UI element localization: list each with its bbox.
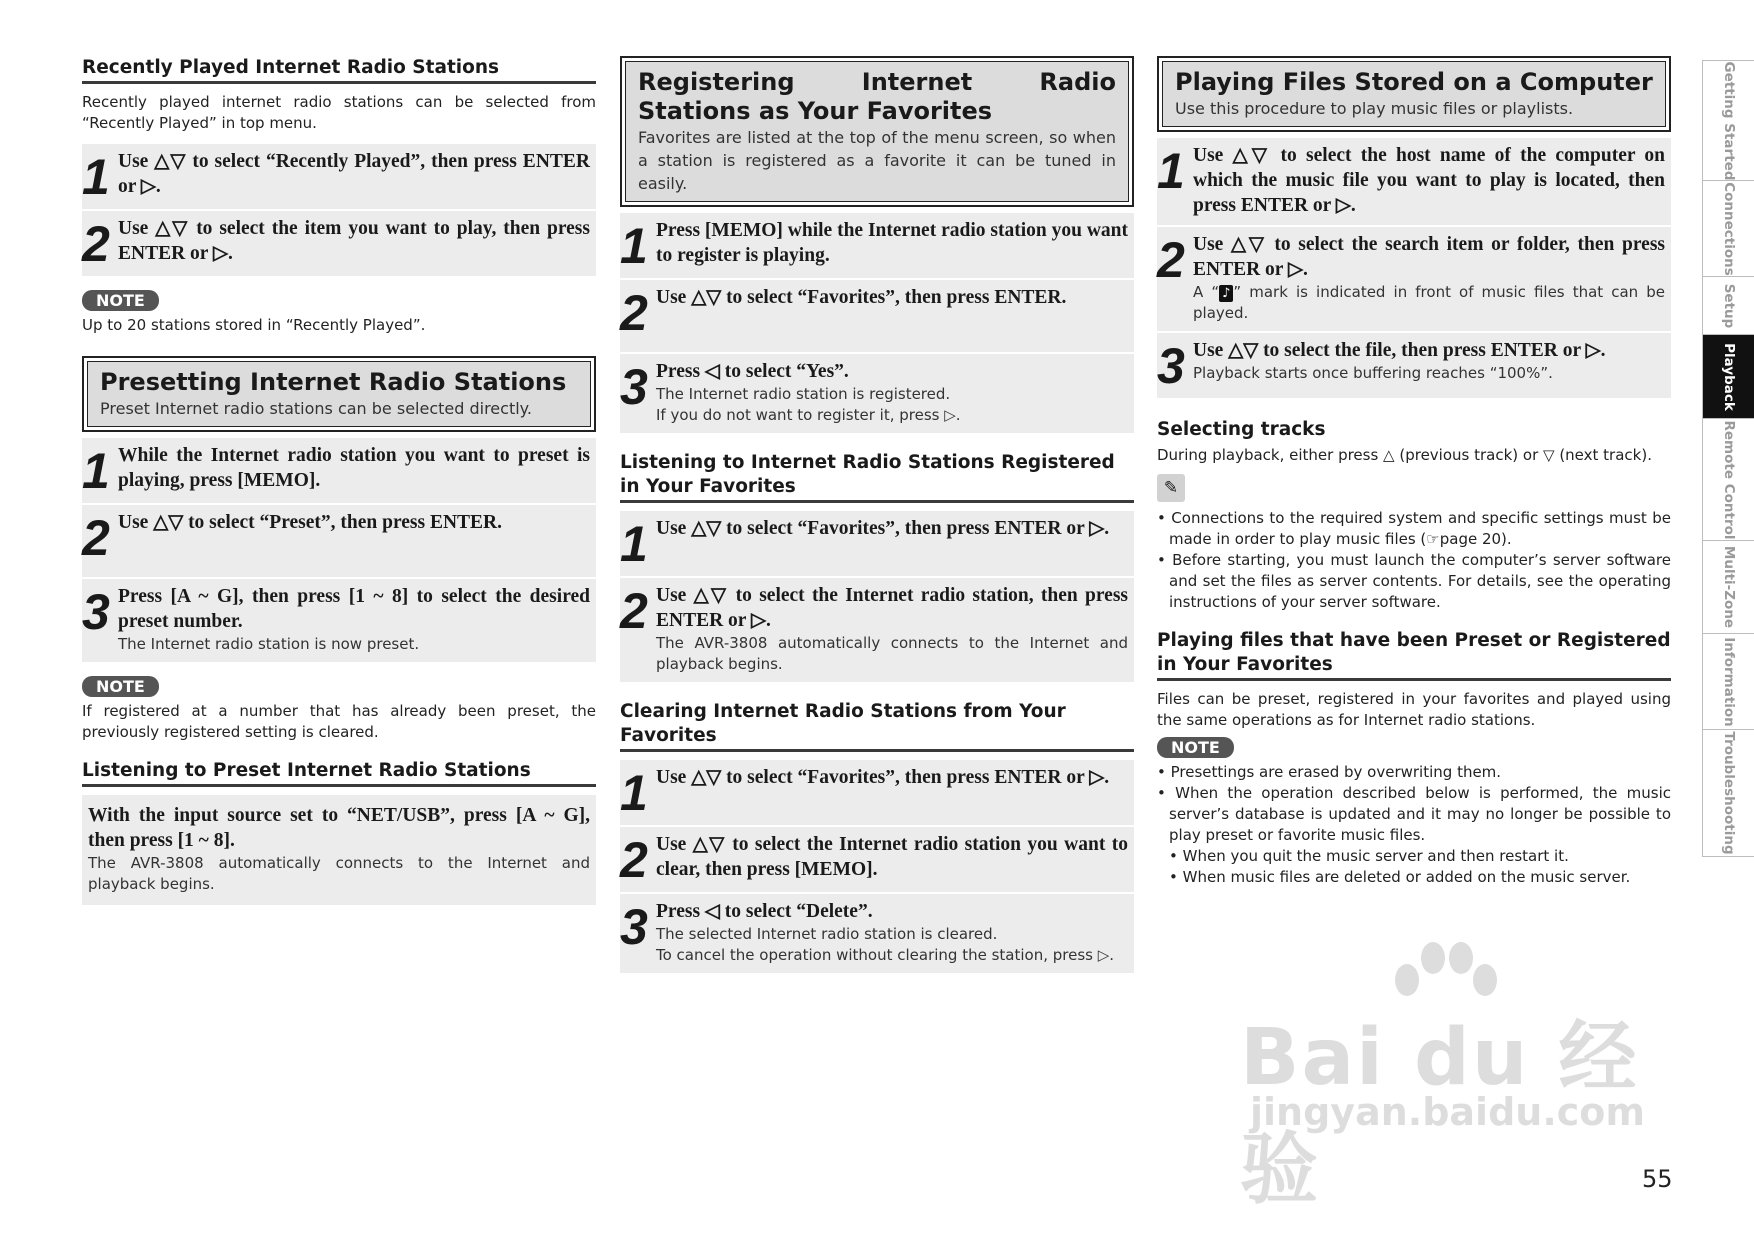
step-number: 2 — [82, 216, 108, 272]
page-number: 55 — [1642, 1165, 1673, 1193]
preset-files-heading: Playing files that have been Preset or Registered in Your Favorites — [1157, 629, 1671, 681]
tab-remote-control[interactable]: Remote Control — [1702, 418, 1754, 540]
step-number: 1 — [1157, 143, 1183, 199]
step-instruction: Use △▽ to select the Internet radio station you want to clear, then press [MEMO]. — [656, 834, 1128, 880]
step-detail-2: If you do not want to register it, press ▷. — [656, 406, 961, 424]
column-3 — [1157, 56, 1671, 888]
play-files-desc: Use this procedure to play music files or playlists. — [1175, 99, 1574, 118]
listen-fav-heading: Listening to Internet Radio Stations Registered in Your Favorites — [620, 451, 1134, 503]
step-number: 1 — [82, 443, 108, 499]
listen-fav-step-1 — [620, 511, 1134, 578]
step-detail: The selected Internet radio station is cleared. — [656, 925, 998, 943]
tab-getting-started[interactable]: Getting Started — [1702, 60, 1754, 180]
column-2 — [620, 56, 1134, 975]
recent-step-1 — [82, 144, 596, 211]
step-number: 2 — [620, 832, 646, 888]
clear-fav-heading: Clearing Internet Radio Stations from Your Favorites — [620, 700, 1134, 752]
step-detail: Playback starts once buffering reaches “100%”. — [1193, 364, 1553, 382]
selecting-tracks-desc: During playback, either press △ (previous track) or ▽ (next track). — [1157, 446, 1652, 464]
music-note-icon: ♪ — [1219, 285, 1233, 302]
step-instruction: Press [A ~ G], then press [1 ~ 8] to select the desired preset number. — [118, 586, 590, 632]
preset-files-desc: Files can be preset, registered in your favorites and played using the same operations as for Internet radio stations. — [1157, 690, 1671, 729]
column-1 — [82, 56, 596, 905]
recent-note-text: Up to 20 stations stored in “Recently Played”. — [82, 316, 426, 334]
step-instruction: Use △▽ to select “Favorites”, then press ENTER or ▷. — [656, 767, 1110, 788]
register-section-box — [620, 56, 1134, 207]
preset-files-bullet-2: • When the operation described below is performed, the music server’s database is updated and it may no longer be possible to play preset or favorite music files. — [1157, 784, 1671, 844]
listen-preset-heading: Listening to Preset Internet Radio Stations — [82, 759, 596, 787]
preset-files-subbullet-2: • When music files are deleted or added on the music server. — [1169, 868, 1631, 886]
clear-fav-step-2 — [620, 827, 1134, 894]
register-step-1 — [620, 213, 1134, 280]
listen-fav-step-2 — [620, 578, 1134, 684]
step-number: 1 — [82, 149, 108, 205]
preset-note-text: If registered at a number that has already been preset, the previously registered setting is cleared. — [82, 702, 596, 741]
step-number: 2 — [620, 285, 646, 341]
mark-note-after: ” mark is indicated in front of music files that can be played. — [1193, 283, 1665, 322]
clear-fav-step-1 — [620, 760, 1134, 827]
selecting-bullet-1: • Connections to the required system and specific settings must be made in order to play music files (☞page 20). — [1157, 509, 1671, 548]
music-mark-note — [1193, 282, 1665, 324]
step-number: 1 — [620, 516, 646, 572]
presetting-section-box — [82, 356, 596, 432]
step-detail: The Internet radio station is registered. — [656, 385, 951, 403]
register-step-2 — [620, 280, 1134, 354]
play-files-step-2 — [1157, 227, 1671, 333]
play-files-step-1 — [1157, 138, 1671, 227]
watermark-line-2: jingyan.baidu.com — [1250, 1090, 1645, 1134]
step-number: 1 — [620, 765, 646, 821]
tab-troubleshooting[interactable]: Troubleshooting — [1702, 729, 1754, 857]
preset-step-2 — [82, 505, 596, 579]
listen-preset-step — [82, 795, 596, 905]
presetting-desc: Preset Internet radio stations can be selected directly. — [100, 399, 532, 418]
step-instruction: While the Internet radio station you want to preset is playing, press [MEMO]. — [118, 445, 590, 491]
step-instruction: Use △▽ to select “Favorites”, then press ENTER. — [656, 287, 1067, 308]
preset-step-1 — [82, 438, 596, 505]
step-detail-2: To cancel the operation without clearing the station, press ▷. — [656, 946, 1115, 964]
step-instruction: Press ◁ to select “Yes”. — [656, 361, 849, 382]
step-detail: The AVR-3808 automatically connects to the Internet and playback begins. — [88, 854, 590, 893]
play-files-step-3 — [1157, 333, 1671, 400]
register-title: Registering Internet Radio Stations as Your Favorites — [638, 68, 1116, 125]
step-number: 3 — [620, 359, 646, 415]
step-instruction: Use △▽ to select the search item or folder, then press ENTER or ▷. — [1193, 234, 1665, 280]
preset-files-bullet-1: • Presettings are erased by overwriting them. — [1157, 763, 1502, 781]
step-instruction: With the input source set to “NET/USB”, press [A ~ G], then press [1 ~ 8]. — [88, 805, 590, 851]
clear-fav-step-3 — [620, 894, 1134, 975]
step-detail: The AVR-3808 automatically connects to the Internet and playback begins. — [656, 634, 1128, 673]
tab-playback[interactable]: Playback — [1702, 334, 1754, 418]
step-instruction: Press ◁ to select “Delete”. — [656, 901, 873, 922]
tab-multi-zone[interactable]: Multi-Zone — [1702, 540, 1754, 633]
recent-step-2 — [82, 211, 596, 278]
register-desc: Favorites are listed at the top of the menu screen, so when a station is registered as a favorite it can be tuned in easily. — [638, 128, 1116, 193]
step-detail: The Internet radio station is now preset. — [118, 635, 420, 653]
step-number: 2 — [1157, 232, 1183, 288]
step-number: 2 — [620, 583, 646, 639]
tab-setup[interactable]: Setup — [1702, 276, 1754, 334]
step-instruction: Press [MEMO] while the Internet radio station you want to register is playing. — [656, 220, 1128, 266]
selecting-bullet-2: • Before starting, you must launch the computer’s server software and set the files as server contents. For details, see the operating instructions of your server software. — [1157, 551, 1672, 611]
note-badge: NOTE — [82, 290, 159, 311]
step-number: 3 — [1157, 338, 1183, 394]
step-number: 3 — [82, 584, 108, 640]
tab-information[interactable]: Information — [1702, 633, 1754, 729]
mark-note-before: A “ — [1193, 283, 1220, 301]
recently-played-heading: Recently Played Internet Radio Stations — [82, 56, 596, 84]
register-step-3 — [620, 354, 1134, 435]
step-instruction: Use △▽ to select “Preset”, then press ENTER. — [118, 512, 503, 533]
note-badge: NOTE — [82, 676, 159, 697]
step-instruction: Use △▽ to select the Internet radio station, then press ENTER or ▷. — [656, 585, 1128, 631]
tab-connections[interactable]: Connections — [1702, 180, 1754, 276]
play-files-title: Playing Files Stored on a Computer — [1175, 68, 1653, 96]
step-number: 1 — [620, 218, 646, 274]
selecting-tracks-heading: Selecting tracks — [1157, 419, 1326, 440]
presetting-title: Presetting Internet Radio Stations — [100, 368, 567, 396]
step-number: 2 — [82, 510, 108, 566]
watermark-line-1: Bai du 经验 — [1240, 1013, 1639, 1215]
pencil-icon: ✎ — [1157, 474, 1185, 502]
step-instruction: Use △▽ to select the file, then press ENTER or ▷. — [1193, 340, 1606, 361]
step-instruction: Use △▽ to select the item you want to play, then press ENTER or ▷. — [118, 218, 590, 264]
step-number: 3 — [620, 899, 646, 955]
chapter-tabs — [1702, 60, 1754, 857]
note-badge: NOTE — [1157, 737, 1234, 758]
step-instruction: Use △▽ to select “Favorites”, then press ENTER or ▷. — [656, 518, 1110, 539]
play-files-section-box — [1157, 56, 1671, 132]
step-instruction: Use △▽ to select the host name of the computer on which the music file you want to play is located, then press ENTER or ▷. — [1193, 145, 1665, 216]
recently-played-desc: Recently played internet radio stations can be selected from “Recently Played” in top menu. — [82, 93, 596, 132]
preset-files-subbullet-1: • When you quit the music server and then restart it. — [1169, 847, 1569, 865]
preset-step-3 — [82, 579, 596, 664]
step-instruction: Use △▽ to select “Recently Played”, then press ENTER or ▷. — [118, 151, 590, 197]
